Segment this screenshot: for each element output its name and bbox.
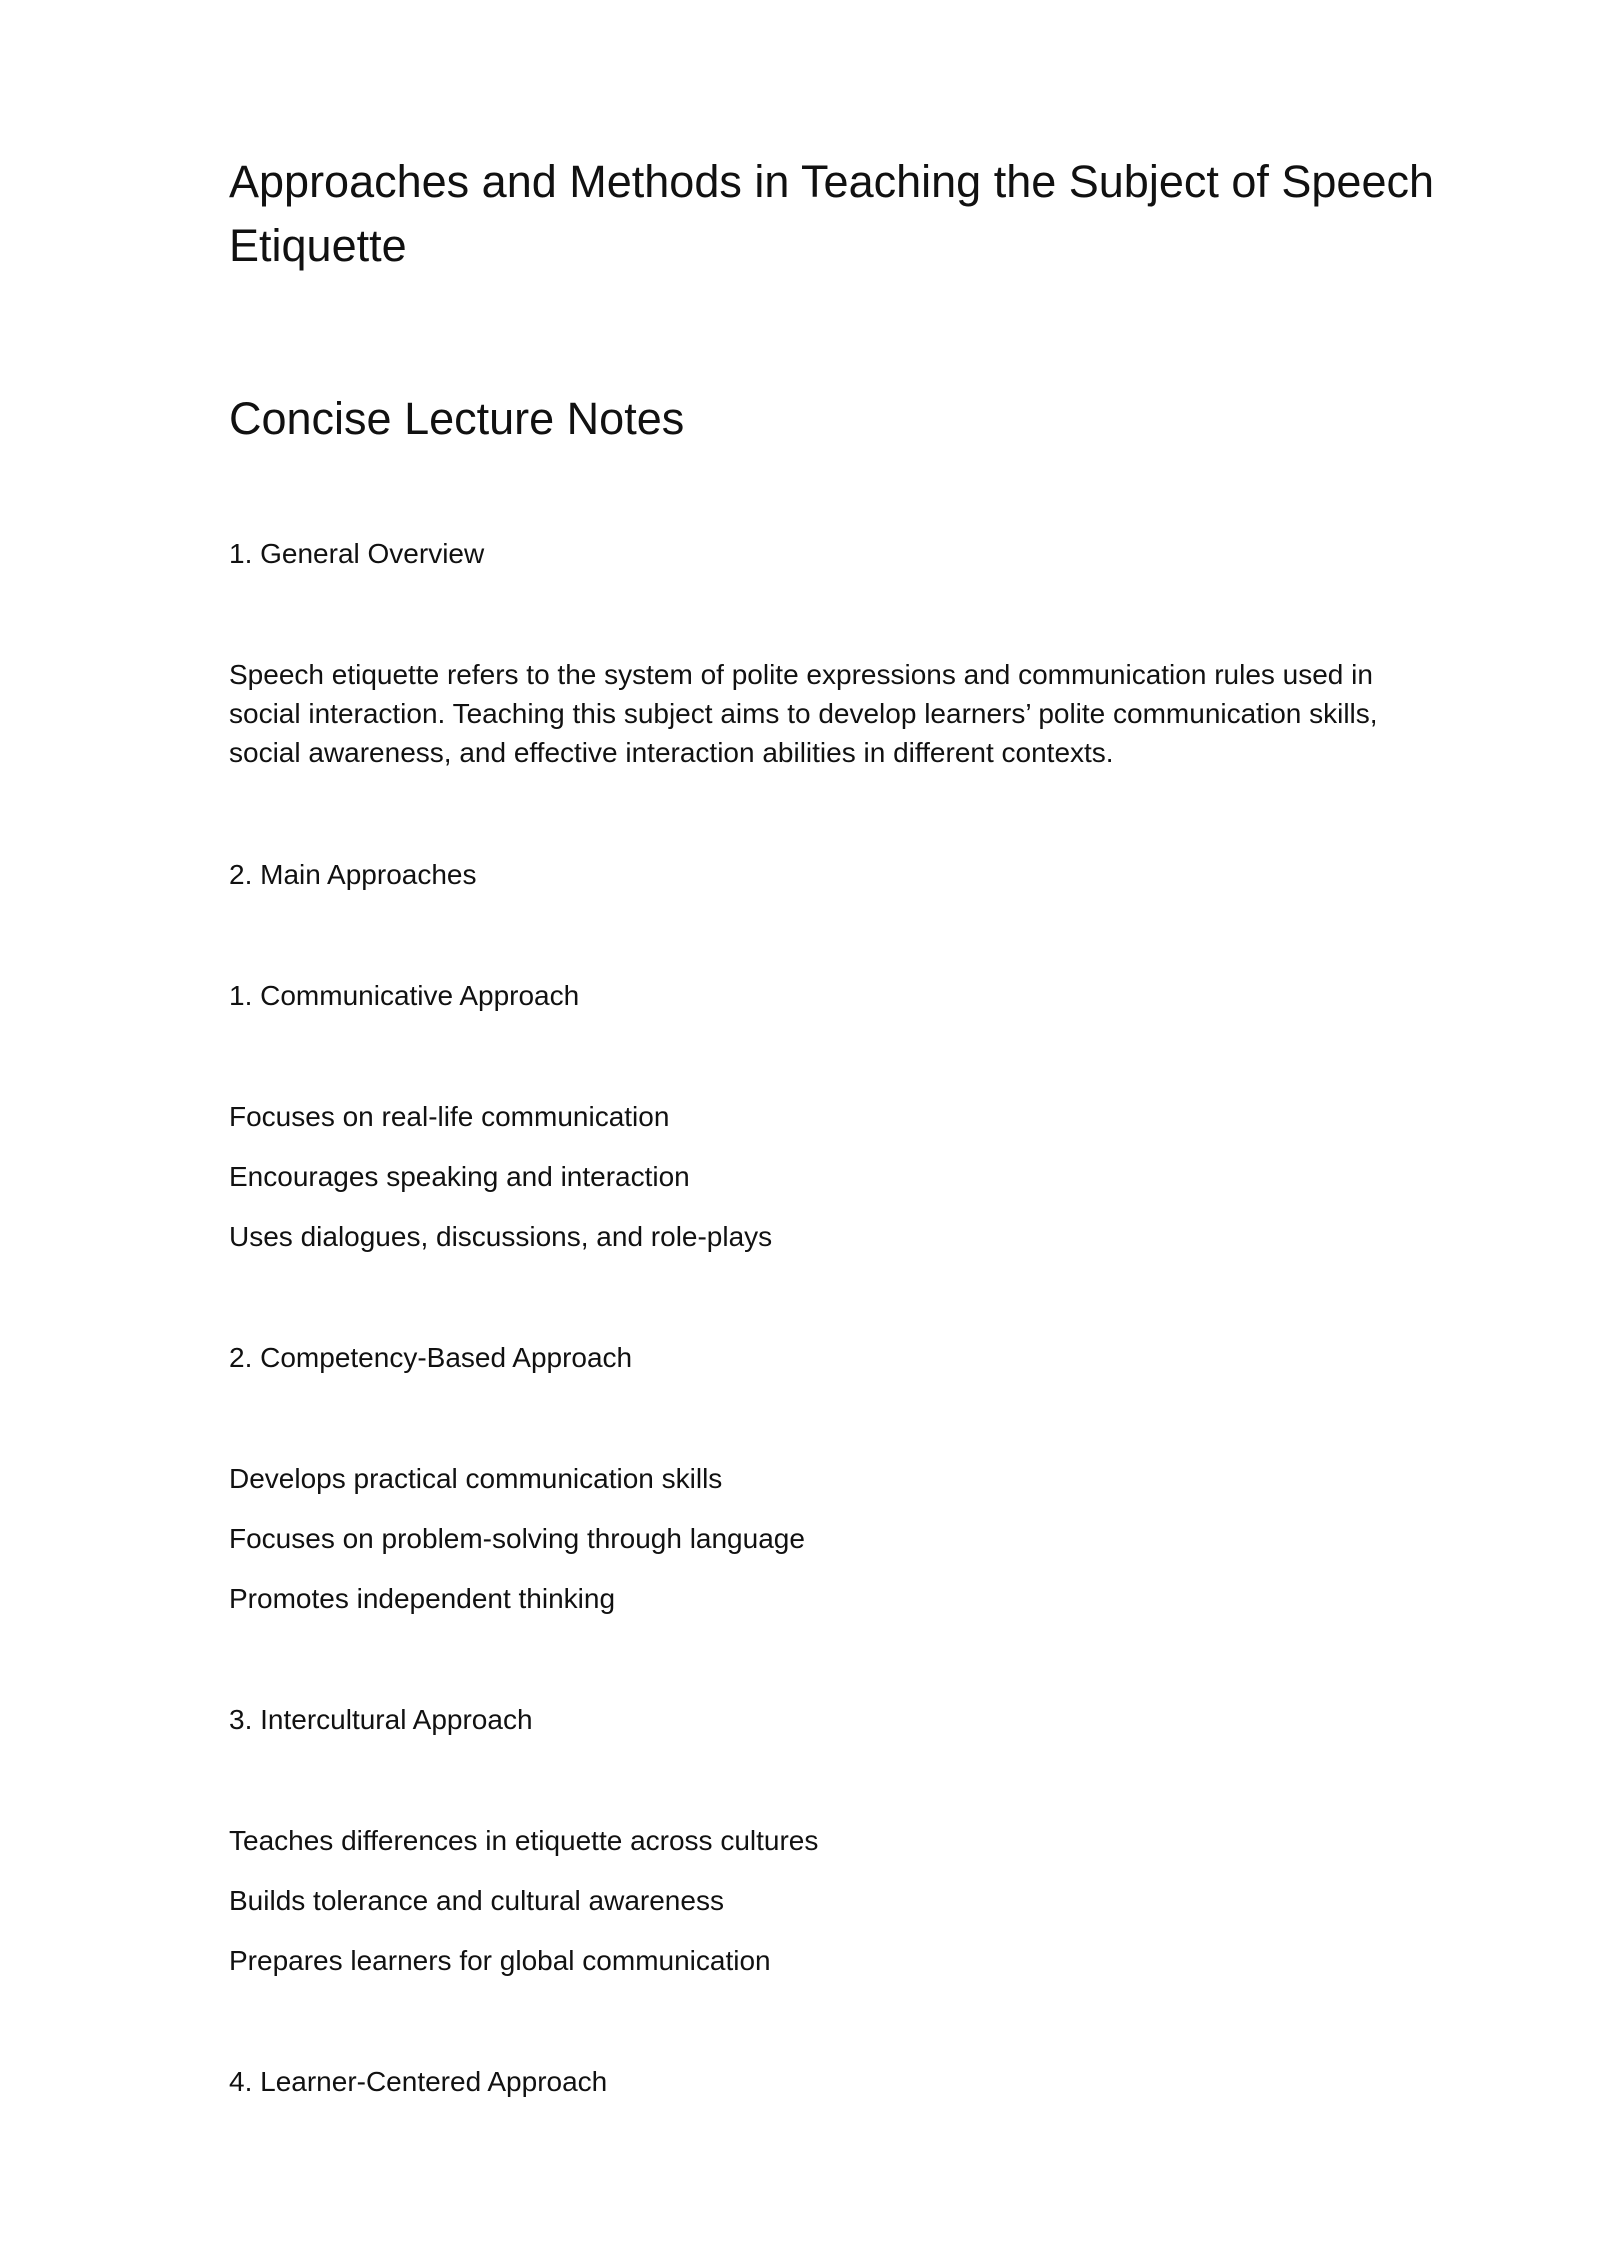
document-content (229, 150, 1435, 2097)
document-subtitle: Concise Lecture Notes (229, 393, 685, 444)
overview-paragraph: Speech etiquette refers to the system of polite expressions and communication rules used in social interaction. Teaching this subject aims to develop learners’ polite communication skills, social awareness, and effective interaction abilities in different contexts. (229, 659, 1378, 768)
approach-heading-learner-centered: 4. Learner-Centered Approach (229, 2066, 608, 2097)
section-heading-general-overview: 1. General Overview (229, 538, 485, 569)
section-heading-main-approaches: 2. Main Approaches (229, 859, 477, 890)
approach-heading-intercultural: 3. Intercultural Approach (229, 1704, 533, 1735)
list-item: Builds tolerance and cultural awareness (229, 1885, 724, 1916)
list-item: Prepares learners for global communication (229, 1945, 771, 1976)
list-item: Uses dialogues, discussions, and role-plays (229, 1221, 773, 1252)
list-item: Develops practical communication skills (229, 1463, 723, 1494)
approach-heading-communicative: 1. Communicative Approach (229, 980, 580, 1011)
approach-heading-competency-based: 2. Competency-Based Approach (229, 1342, 633, 1373)
document-title: Approaches and Methods in Teaching the Subject of Speech Etiquette (229, 156, 1435, 271)
list-item: Encourages speaking and interaction (229, 1161, 690, 1192)
list-item: Focuses on problem-solving through language (229, 1523, 805, 1554)
list-item: Promotes independent thinking (229, 1583, 616, 1614)
list-item: Teaches differences in etiquette across cultures (229, 1825, 819, 1856)
list-item: Focuses on real-life communication (229, 1101, 670, 1132)
